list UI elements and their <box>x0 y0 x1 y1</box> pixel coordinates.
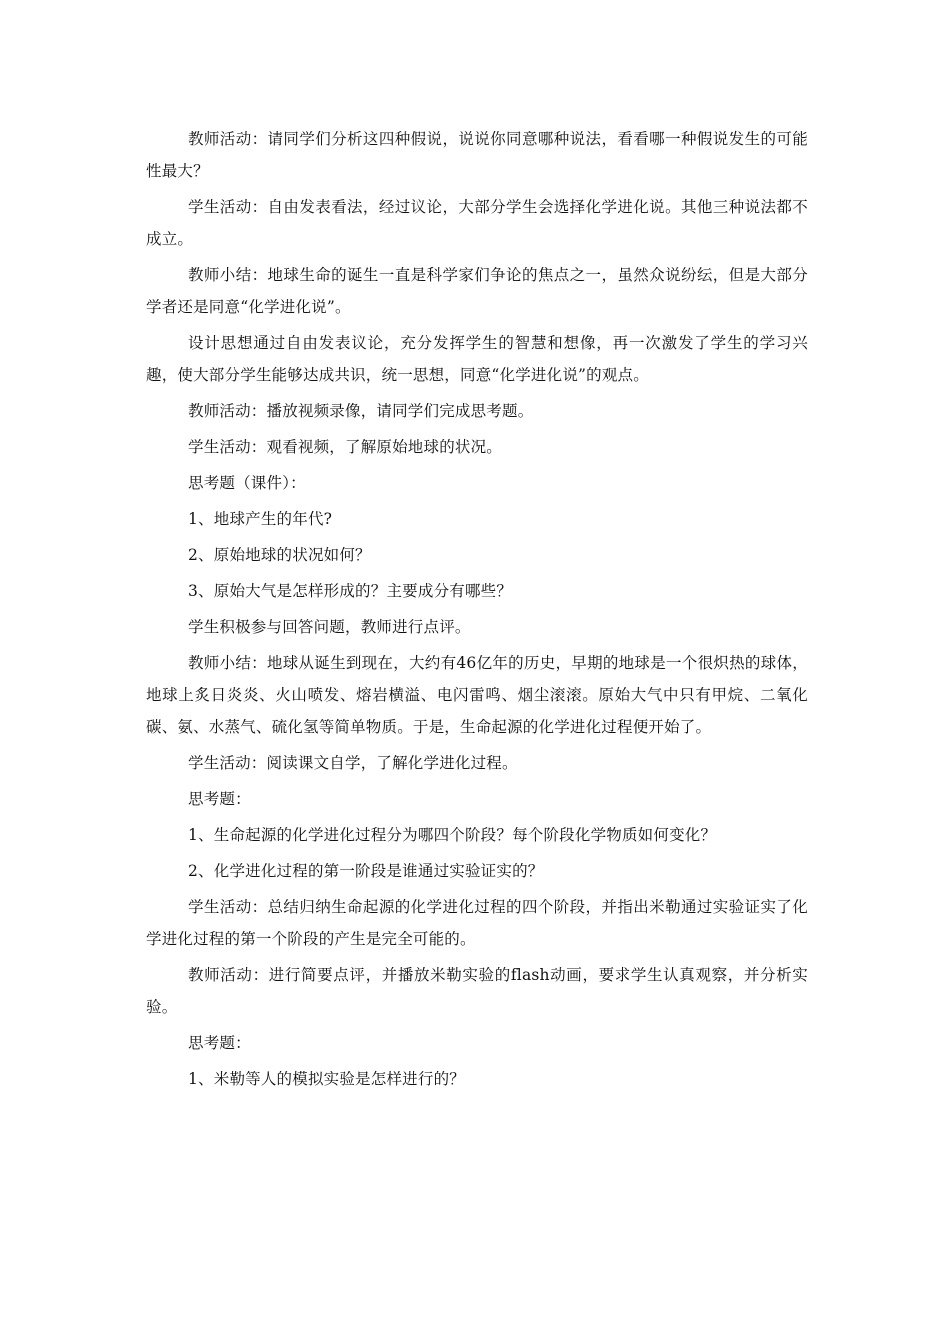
paragraph-questions-heading-courseware: 思考题（课件）： <box>188 474 306 492</box>
paragraph-teacher-summary-chemical-evolution: 教师小结：地球生命的诞生一直是科学家们争论的焦点之一，虽然众说纷纭，但是大部分学者还是同意“化学进化说”。 <box>146 266 808 316</box>
list-item-question-1: 1、地球产生的年代? <box>188 510 333 528</box>
paragraph-questions-heading: 思考题： <box>188 790 251 808</box>
paragraph-teacher-summary-early-earth: 教师小结：地球从诞生到现在，大约有46亿年的历史，早期的地球是一个很炽热的球体，地球上炙日炎炎、火山喷发、熔岩横溢、电闪雷鸣、烟尘滚滚。原始大气中只有甲烷、二氧化碳、氨、水蒸气、硫化氢等简单物质。于是，生命起源的化学进化过程便开始了。 <box>146 654 808 736</box>
list-item-question-stages: 1、生命起源的化学进化过程分为哪四个阶段？每个阶段化学物质如何变化？ <box>188 826 717 844</box>
list-item-question-miller: 1、米勒等人的模拟实验是怎样进行的？ <box>188 1070 465 1088</box>
paragraph-student-activity-discussion: 学生活动：自由发表看法，经过议论，大部分学生会选择化学进化说。其他三种说法都不成立。 <box>146 198 808 248</box>
paragraph-teacher-activity-video: 教师活动：播放视频录像，请同学们完成思考题。 <box>188 402 534 420</box>
list-item-question-2: 2、原始地球的状况如何？ <box>188 546 371 564</box>
paragraph-teacher-activity-flash: 教师活动：进行简要点评，并播放米勒实验的flash动画，要求学生认真观察，并分析实验。 <box>146 966 808 1016</box>
paragraph-design-idea: 设计思想通过自由发表议论，充分发挥学生的智慧和想像，再一次激发了学生的学习兴趣，使大部分学生能够达成共识，统一思想，同意“化学进化说”的观点。 <box>146 334 808 384</box>
document-body <box>146 123 808 1099</box>
paragraph-student-activity-watch: 学生活动：观看视频，了解原始地球的状况。 <box>188 438 503 456</box>
paragraph-student-activity-reading: 学生活动：阅读课文自学，了解化学进化过程。 <box>188 754 518 772</box>
list-item-question-3: 3、原始大气是怎样形成的？主要成分有哪些？ <box>188 582 513 600</box>
paragraph-student-activity-summary: 学生活动：总结归纳生命起源的化学进化过程的四个阶段，并指出米勒通过实验证实了化学进化过程的第一个阶段的产生是完全可能的。 <box>146 898 808 948</box>
paragraph-student-participation: 学生积极参与回答问题，教师进行点评。 <box>188 618 471 636</box>
paragraph-questions-heading-2: 思考题： <box>188 1034 251 1052</box>
list-item-question-first-stage: 2、化学进化过程的第一阶段是谁通过实验证实的？ <box>188 862 544 880</box>
paragraph-teacher-activity-hypotheses: 教师活动：请同学们分析这四种假说，说说你同意哪种说法，看看哪一种假说发生的可能性最大？ <box>146 130 808 180</box>
